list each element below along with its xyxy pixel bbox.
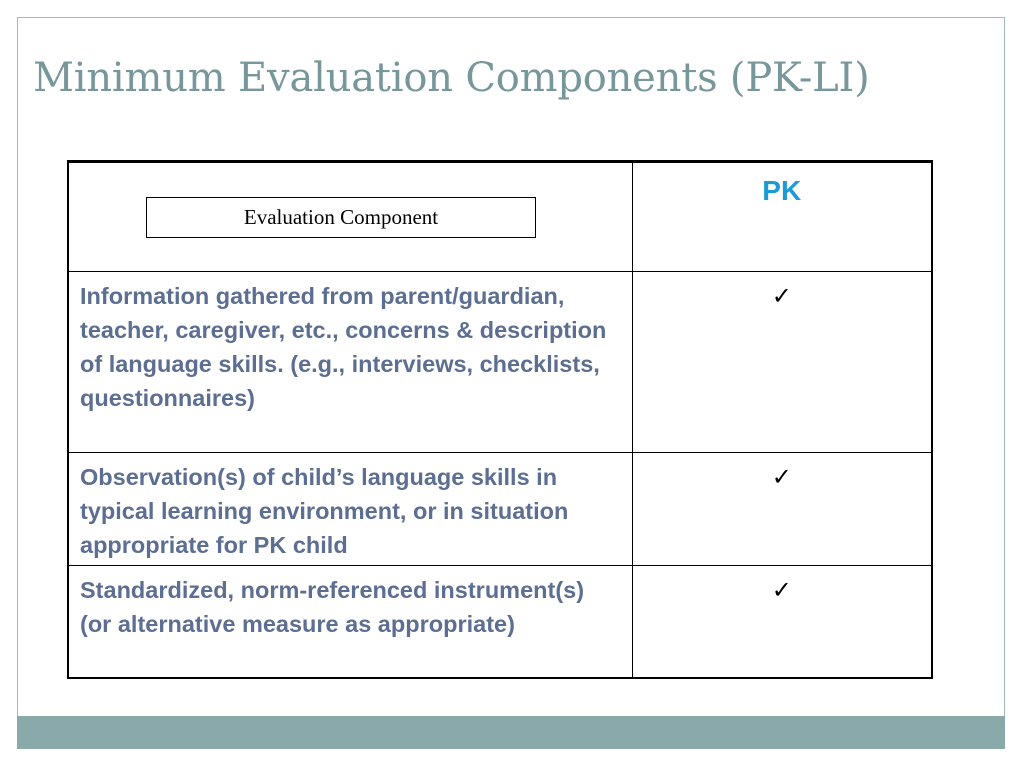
table-row bbox=[68, 453, 932, 566]
table-row bbox=[68, 566, 932, 678]
component-description: Standardized, norm-referenced instrument(s) (or alternative measure as appropriate) bbox=[68, 566, 632, 678]
checkmark-icon: ✓ bbox=[632, 453, 932, 566]
checkmark-icon: ✓ bbox=[632, 566, 932, 678]
slide-title: Minimum Evaluation Components (PK-LI) bbox=[33, 55, 870, 101]
checkmark-icon: ✓ bbox=[632, 272, 932, 453]
footer-bar bbox=[17, 716, 1005, 749]
evaluation-table bbox=[67, 160, 933, 679]
header-component-cell bbox=[68, 162, 632, 272]
table-row bbox=[68, 272, 932, 453]
evaluation-component-header: Evaluation Component bbox=[146, 197, 536, 238]
component-description: Observation(s) of child’s language skills in typical learning environment, or in situation appropriate for PK child bbox=[68, 453, 632, 566]
table-header-row bbox=[68, 162, 932, 272]
component-description: Information gathered from parent/guardian, teacher, caregiver, etc., concerns & description of language skills. (e.g., interviews, checklists, questionnaires) bbox=[68, 272, 632, 453]
pk-column-header: PK bbox=[632, 162, 932, 272]
